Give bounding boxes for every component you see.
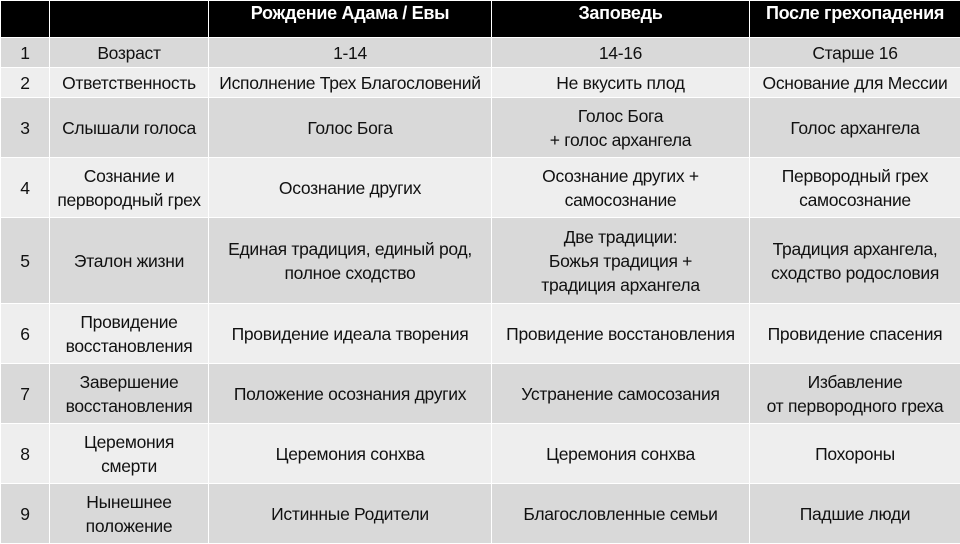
row-label	[50, 68, 209, 98]
cell-text: Основание для Мессии	[752, 71, 958, 95]
cell-text: Две традиции:	[494, 225, 747, 249]
cell-text: сходство родословия	[752, 261, 958, 285]
cell-text: 14-16	[494, 41, 747, 65]
cell-after-fall	[750, 38, 960, 68]
header-birth: Рождение Адама / Евы	[209, 1, 492, 38]
cell-commandment	[492, 304, 750, 364]
row-label	[50, 364, 209, 424]
cell-text: Падшие люди	[752, 502, 958, 526]
cell-text: Исполнение Трех Благословений	[211, 71, 489, 95]
header-after-fall: После грехопадения	[750, 1, 960, 38]
cell-commandment	[492, 424, 750, 484]
cell-commandment	[492, 38, 750, 68]
cell-after-fall	[750, 158, 960, 218]
table-row	[1, 98, 960, 158]
cell-text: традиция архангела	[494, 273, 747, 297]
table-row	[1, 38, 960, 68]
row-label	[50, 158, 209, 218]
cell-text: Единая традиция, единый род,	[211, 237, 489, 261]
cell-text: Божья традиция +	[494, 249, 747, 273]
table-row	[1, 424, 960, 484]
row-number: 4	[1, 158, 50, 218]
cell-text: 1-14	[211, 41, 489, 65]
cell-text: Церемония сонхва	[494, 442, 747, 466]
cell-text: Завершение	[52, 370, 206, 394]
row-number: 2	[1, 68, 50, 98]
header-row	[1, 1, 960, 38]
cell-text: первородный грех	[52, 188, 206, 212]
cell-commandment	[492, 364, 750, 424]
cell-birth	[209, 304, 492, 364]
cell-text: Нынешнее	[52, 490, 206, 514]
cell-commandment	[492, 218, 750, 304]
row-label	[50, 424, 209, 484]
row-label	[50, 38, 209, 68]
table-body	[1, 38, 960, 544]
cell-text: Голос архангела	[752, 116, 958, 140]
cell-text: Провидение	[52, 310, 206, 334]
cell-text: Избавление	[752, 370, 958, 394]
cell-birth	[209, 38, 492, 68]
cell-text: Старше 16	[752, 41, 958, 65]
cell-commandment	[492, 484, 750, 544]
cell-text: Церемония	[52, 430, 206, 454]
cell-commandment	[492, 158, 750, 218]
row-number: 5	[1, 218, 50, 304]
row-number: 9	[1, 484, 50, 544]
cell-text: от первородного греха	[752, 394, 958, 418]
cell-birth	[209, 424, 492, 484]
cell-text: Истинные Родители	[211, 502, 489, 526]
header-num	[1, 1, 50, 38]
cell-text: Осознание других	[211, 176, 489, 200]
cell-birth	[209, 158, 492, 218]
cell-text: полное сходство	[211, 261, 489, 285]
table-row	[1, 484, 960, 544]
row-number: 6	[1, 304, 50, 364]
cell-after-fall	[750, 484, 960, 544]
cell-text: Провидение спасения	[752, 322, 958, 346]
cell-text: + голос архангела	[494, 128, 747, 152]
table-row	[1, 158, 960, 218]
cell-text: Сознание и	[52, 164, 206, 188]
cell-after-fall	[750, 364, 960, 424]
row-number: 3	[1, 98, 50, 158]
cell-text: Голос Бога	[211, 116, 489, 140]
cell-text: Благословленные семьи	[494, 502, 747, 526]
cell-text: Ответственность	[52, 71, 206, 95]
cell-commandment	[492, 68, 750, 98]
cell-text: Похороны	[752, 442, 958, 466]
row-label	[50, 484, 209, 544]
cell-text: Положение осознания других	[211, 382, 489, 406]
row-label	[50, 304, 209, 364]
row-label	[50, 218, 209, 304]
cell-birth	[209, 98, 492, 158]
row-number: 8	[1, 424, 50, 484]
cell-commandment	[492, 98, 750, 158]
cell-text: Возраст	[52, 41, 206, 65]
table-row	[1, 304, 960, 364]
table-row	[1, 68, 960, 98]
header-commandment: Заповедь	[492, 1, 750, 38]
cell-text: Не вкусить плод	[494, 71, 747, 95]
cell-birth	[209, 218, 492, 304]
cell-after-fall	[750, 98, 960, 158]
cell-after-fall	[750, 68, 960, 98]
cell-text: самосознание	[752, 188, 958, 212]
cell-birth	[209, 484, 492, 544]
cell-after-fall	[750, 424, 960, 484]
header-label	[50, 1, 209, 38]
cell-text: Первородный грех	[752, 164, 958, 188]
cell-text: Слышали голоса	[52, 116, 206, 140]
row-number: 1	[1, 38, 50, 68]
row-label	[50, 98, 209, 158]
cell-text: самосознание	[494, 188, 747, 212]
cell-text: восстановления	[52, 334, 206, 358]
cell-text: Осознание других +	[494, 164, 747, 188]
cell-text: Традиция архангела,	[752, 237, 958, 261]
cell-text: восстановления	[52, 394, 206, 418]
cell-text: смерти	[52, 454, 206, 478]
cell-birth	[209, 68, 492, 98]
cell-text: положение	[52, 514, 206, 538]
row-number: 7	[1, 364, 50, 424]
cell-text: Устранение самосозания	[494, 382, 747, 406]
cell-text: Эталон жизни	[52, 249, 206, 273]
table-row	[1, 218, 960, 304]
cell-birth	[209, 364, 492, 424]
cell-after-fall	[750, 304, 960, 364]
cell-text: Провидение идеала творения	[211, 322, 489, 346]
table-row	[1, 364, 960, 424]
cell-text: Провидение восстановления	[494, 322, 747, 346]
cell-text: Голос Бога	[494, 104, 747, 128]
cell-after-fall	[750, 218, 960, 304]
cell-text: Церемония сонхва	[211, 442, 489, 466]
